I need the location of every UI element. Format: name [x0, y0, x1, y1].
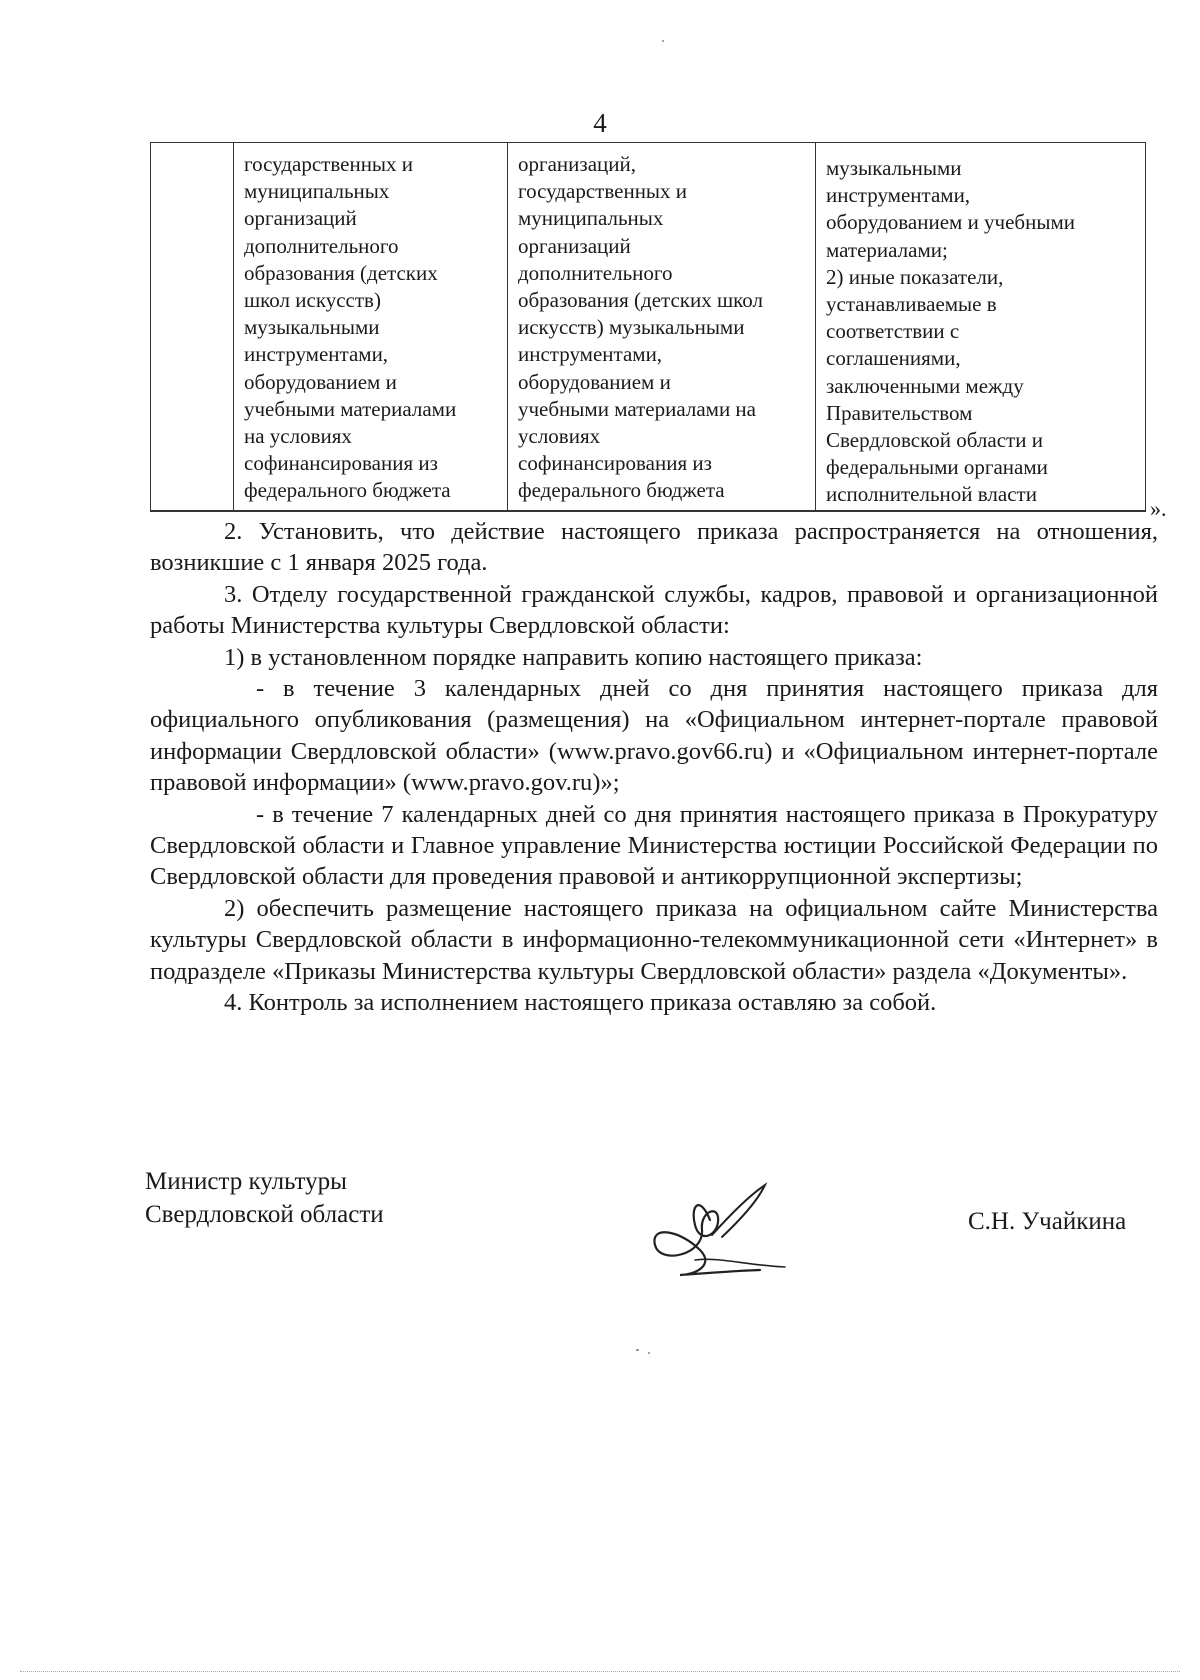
- table-cell-line: государственных и: [518, 179, 688, 204]
- table-cell-line: государственных и: [244, 152, 414, 176]
- signature-name: С.Н. Учайкина: [968, 1208, 1127, 1235]
- body-paragraph: 1) в установленном порядке направить копию настоящего приказа:: [224, 643, 923, 671]
- scan-speck: [662, 40, 664, 42]
- table-cell-line: музыкальными: [244, 315, 380, 340]
- table-cell-line: учебными материалами: [244, 396, 457, 421]
- table-cell-line: оборудованием и: [244, 369, 397, 394]
- table-cell-line: материалами;: [826, 237, 948, 262]
- scan-edge-line: [20, 1671, 1180, 1672]
- scan-speck: [648, 1352, 650, 1354]
- continuation-table: [150, 142, 1146, 512]
- table-cell-line: заключенными между: [826, 373, 1024, 398]
- table-bottom-border: [151, 510, 1145, 511]
- closing-quote: ».: [1150, 496, 1167, 521]
- table-cell-line: устанавливаемые в: [826, 292, 997, 317]
- table-cell-line: соответствии с: [826, 319, 960, 344]
- table-cell-line: школ искусств): [244, 288, 381, 313]
- table-cell-line: оборудованием и учебными: [826, 210, 1075, 235]
- body-paragraph: - в течение 3 календарных дней со дня принятия настоящего приказа для официального опубликования (размещения) на «Официальном интернет-портале правовой информации Свердловской области» (www.pravo.gov66.ru) и «Официальном интернет-портале правовой информации» (www.pravo.gov.ru)»;: [150, 675, 1158, 797]
- table-cell-line: инструментами,: [244, 342, 389, 367]
- table-cell-number: [151, 143, 233, 511]
- table-cell-line: организаций,: [518, 152, 636, 176]
- table-cell-col3: [815, 143, 1145, 511]
- table-cell-line: муниципальных: [518, 206, 664, 231]
- table-cell-line: оборудованием и: [518, 369, 671, 394]
- table-cell-line: дополнительного: [244, 233, 399, 258]
- body-paragraph: 2. Установить, что действие настоящего приказа распространяется на отношения, возникшие с 1 января 2025 года.: [150, 518, 1158, 577]
- page-number: 4: [593, 108, 607, 138]
- body-paragraph: 3. Отделу государственной гражданской службы, кадров, правовой и организационной работы Министерства культуры Свердловской области:: [150, 580, 1158, 640]
- table-cell-line: Свердловской области и: [826, 428, 1043, 453]
- table-cell-line: дополнительного: [518, 260, 673, 285]
- table-cell-line: 2) иные показатели,: [826, 264, 1004, 289]
- signature-position: [145, 1165, 384, 1231]
- body-text: [150, 516, 1158, 1019]
- body-paragraph: - в течение 7 календарных дней со дня принятия настоящего приказа в Прокуратуру Свердловской области и Главное управление Министерства юстиции Российской Федерации по Свердловской области для проведения правовой и антикоррупционной экспертизы;: [150, 800, 1158, 891]
- table-cell-line: организаций: [244, 206, 357, 231]
- table-cell-line: исполнительной власти: [826, 482, 1037, 507]
- table-cell-line: федерального бюджета: [518, 478, 725, 503]
- table-cell-line: искусств) музыкальными: [518, 315, 745, 340]
- handwritten-signature: [640, 1175, 840, 1295]
- body-paragraph: 2) обеспечить размещение настоящего приказа на официальном сайте Министерства культуры Свердловской области в информационно-телекоммуникационной сети «Интернет» в подразделе «Приказы Министерства культуры Свердловской области» раздела «Документы».: [150, 894, 1158, 985]
- table-cell-line: организаций: [518, 233, 631, 258]
- table-cell-col2: [507, 143, 815, 511]
- table-cell-line: музыкальными: [826, 156, 962, 180]
- table-cell-line: условиях: [518, 424, 601, 449]
- table-cell-line: федеральными органами: [826, 455, 1048, 480]
- table-cell-line: инструментами,: [826, 183, 971, 208]
- scan-speck: [636, 1349, 639, 1351]
- table-cell-line: на условиях: [244, 424, 352, 449]
- table-cell-line: Правительством: [826, 400, 973, 425]
- table-cell-line: образования (детских школ: [518, 288, 763, 313]
- body-paragraph: 4. Контроль за исполнением настоящего приказа оставляю за собой.: [224, 989, 937, 1017]
- table-cell-line: федерального бюджета: [244, 478, 451, 503]
- table-cell-line: образования (детских: [244, 260, 438, 285]
- table-cell-line: инструментами,: [518, 342, 663, 367]
- table-cell-col1: [233, 143, 507, 511]
- table-cell-line: муниципальных: [244, 179, 390, 204]
- signature-position-line2: Свердловской области: [145, 1201, 384, 1228]
- table-cell-line: соглашениями,: [826, 346, 961, 371]
- signature-position-line1: Министр культуры: [145, 1168, 347, 1195]
- table-cell-line: софинансирования из: [244, 451, 438, 476]
- table-cell-line: софинансирования из: [518, 451, 712, 476]
- table-cell-line: учебными материалами на: [518, 396, 756, 421]
